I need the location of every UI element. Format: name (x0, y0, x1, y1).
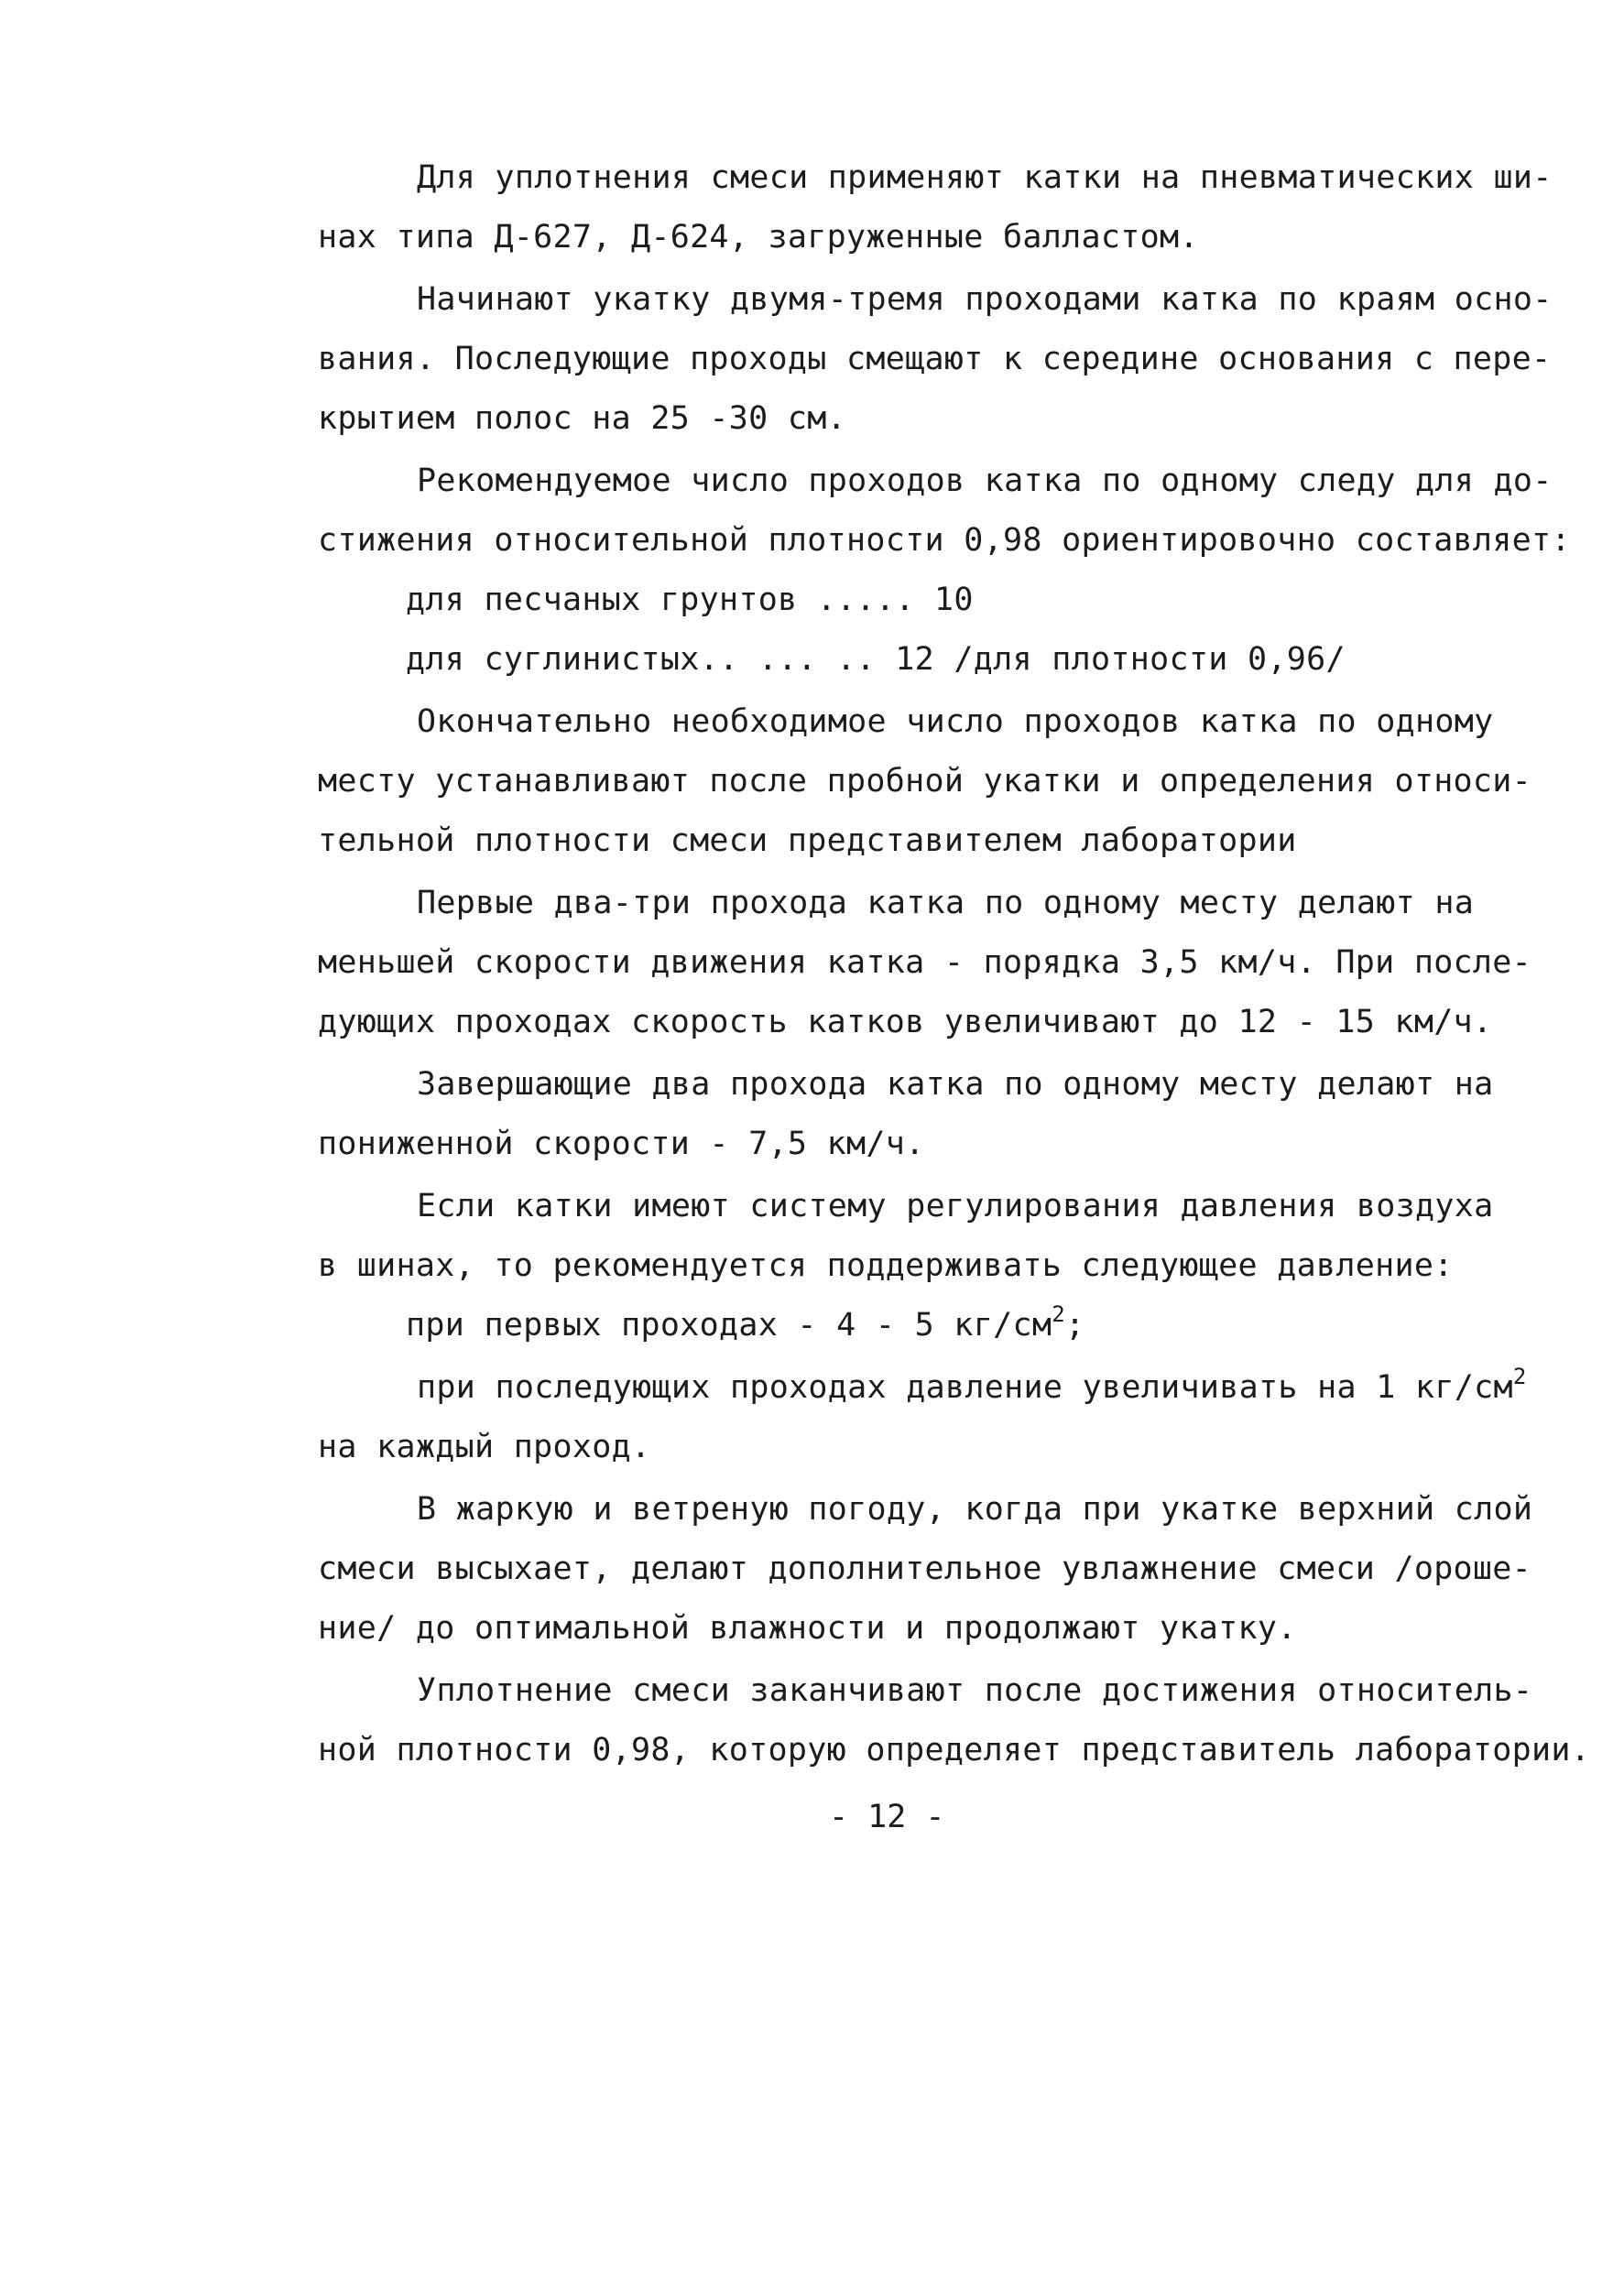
text-line: меньшей скорости движения катка - порядка 3,5 км/ч. При после- (318, 944, 1532, 981)
text-span: ; (1065, 1307, 1085, 1344)
text-line: Начинают укатку двумя-тремя проходами катка по краям осно- (417, 281, 1553, 318)
text-line: вания. Последующие проходы смещают к середине основания с пере- (318, 341, 1552, 377)
text-line: ние/ до оптимальной влажности и продолжают укатку. (318, 1610, 1297, 1647)
text-line: для суглинистых.. ... .. 12 /для плотности 0,96/ (406, 641, 1346, 678)
superscript: 2 (1052, 1301, 1066, 1328)
text-line: в шинах, то рекомендуется поддерживать следующее давление: (318, 1247, 1454, 1284)
text-line: нах типа Д-627, Д-624, загруженные балластом. (318, 219, 1199, 256)
text-line: Рекомендуемое число проходов катка по одному следу для до- (417, 462, 1553, 499)
text-line (406, 1301, 1085, 1345)
text-line: для песчаных грунтов ..... 10 (406, 582, 974, 618)
text-line: Завершающие два прохода катка по одному месту делают на (417, 1066, 1494, 1103)
text-line: смеси высыхает, делают дополнительное увлажнение смеси /ороше- (318, 1551, 1532, 1587)
text-line: Первые два-три прохода катка по одному месту делают на (417, 885, 1475, 921)
text-line: дующих проходах скорость катков увеличивают до 12 - 15 км/ч. (318, 1004, 1493, 1040)
text-line: Уплотнение смеси заканчивают после достижения относитель- (417, 1672, 1533, 1709)
text-line: на каждый проход. (318, 1429, 651, 1465)
superscript: 2 (1512, 1364, 1527, 1390)
text-span: при первых проходах - 4 - 5 кг/см (406, 1307, 1052, 1344)
text-line: Для уплотнения смеси применяют катки на пневматических ши- (417, 159, 1553, 196)
text-line (417, 1364, 1527, 1408)
text-line: пониженной скорости - 7,5 км/ч. (318, 1126, 925, 1162)
text-line: тельной плотности смеси представителем лаборатории (318, 822, 1297, 859)
text-line: Окончательно необходимое число проходов катка по одному (417, 703, 1494, 740)
text-line: В жаркую и ветреную погоду, когда при укатке верхний слой (417, 1491, 1533, 1528)
text-span: при последующих проходах давление увеличивать на 1 кг/см (417, 1369, 1513, 1406)
page-number: - 12 - (829, 1799, 945, 1835)
text-line: стижения относительной плотности 0,98 ориентировочно составляет: (318, 522, 1571, 559)
text-line: Если катки имеют систему регулирования давления воздуха (417, 1188, 1494, 1224)
text-line: ной плотности 0,98, которую определяет представитель лаборатории. (318, 1732, 1591, 1768)
text-line: месту устанавливают после пробной укатки и определения относи- (318, 763, 1532, 800)
text-line: крытием полос на 25 -30 см. (318, 400, 847, 437)
